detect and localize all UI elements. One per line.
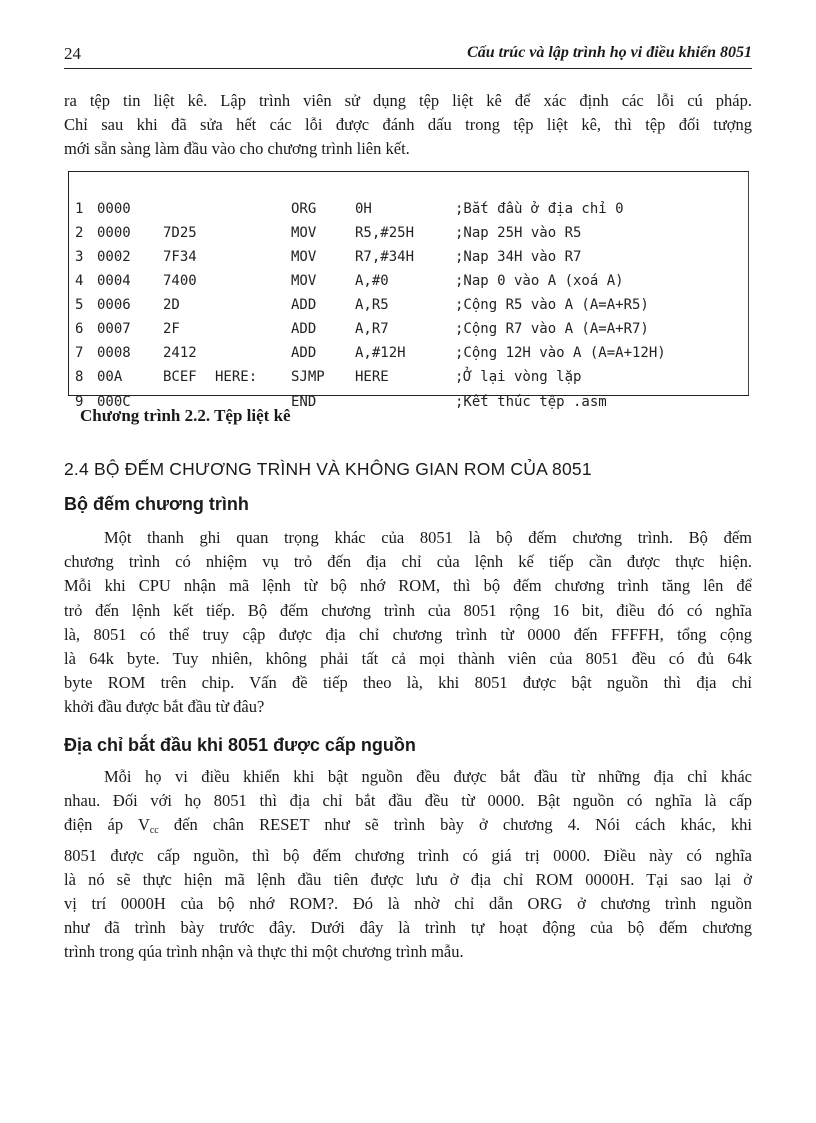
address: 000C: [97, 394, 131, 410]
machine-code: 7400: [163, 273, 197, 289]
address: 0000: [97, 201, 131, 217]
line-number: 4: [75, 273, 84, 289]
page-header: [64, 44, 752, 69]
mnemonic: ADD: [291, 345, 317, 361]
text-line: trình trong qúa trình nhận và thực thi một chương trình mẫu.: [64, 942, 464, 962]
running-title: Cấu trúc và lập trình họ vi điều khiển 8051: [467, 44, 752, 61]
comment: ;Bắt đầu ở địa chỉ 0: [455, 201, 624, 217]
comment: ;Cộng R7 vào A (A=A+R7): [455, 321, 649, 337]
mnemonic: MOV: [291, 225, 317, 241]
line-number: 3: [75, 249, 84, 265]
operand: 0H: [355, 201, 372, 217]
machine-code: 7D25: [163, 225, 197, 241]
text-line: vị trí 0000H của bộ nhớ ROM?. Đó là nhờ chỉ dẫn ORG ở chương trình nguồn: [64, 894, 752, 914]
text-line: chương trình có nhiệm vụ trỏ đến địa chỉ của lệnh kế tiếp cần được thực hiện.: [64, 552, 752, 572]
text-line: là, 8051 có thể truy cập được địa chỉ chương trình từ 0000 đến FFFFH, tổng cộng: [64, 624, 752, 644]
mnemonic: ADD: [291, 321, 317, 337]
address: 0004: [97, 273, 131, 289]
comment: ;Ở lại vòng lặp: [455, 369, 582, 385]
vcc-text-rest: đến chân RESET như sẽ trình bày ở chương 4. Nói cách khác, khi: [158, 815, 752, 835]
line-number: 5: [75, 297, 84, 313]
text-line: 8051 được cấp nguồn, thì bộ đếm chương trình có giá trị 0000. Điều này có nghĩa: [64, 845, 752, 865]
intro-paragraph: [64, 89, 752, 162]
power-on-paragraph: [64, 765, 752, 965]
operand: R5,#25H: [355, 225, 415, 241]
line-number: 2: [75, 225, 84, 241]
text-line: Mỗi khi CPU nhận mã lệnh từ bộ nhớ ROM, thì bộ đếm chương trình tăng lên để: [64, 576, 752, 596]
machine-code: BCEF: [163, 369, 197, 385]
operand: A,#12H: [355, 345, 406, 361]
subheading-power-on-address: Địa chỉ bắt đầu khi 8051 được cấp nguồn: [64, 735, 416, 755]
address: 0002: [97, 249, 131, 265]
code-listing: [68, 171, 749, 410]
operand: A,R7: [355, 321, 389, 337]
line-number: 1: [75, 201, 84, 217]
vcc-text: điện áp V: [64, 815, 150, 835]
text-line: trỏ đến lệnh kết tiếp. Bộ đếm chương trình của 8051 rộng 16 bit, điều đó có nghĩa: [64, 600, 752, 620]
label: HERE:: [215, 369, 258, 385]
machine-code: 2412: [163, 345, 197, 361]
machine-code: 2D: [163, 297, 180, 313]
comment: ;Nap 34H vào R7: [455, 249, 582, 265]
mnemonic: ADD: [291, 297, 317, 313]
mnemonic: MOV: [291, 273, 317, 289]
address: 00A: [97, 369, 123, 385]
vcc-subscript: cc: [149, 825, 159, 837]
address: 0007: [97, 321, 131, 337]
line-number: 7: [75, 345, 84, 361]
text-line: mới sẵn sàng làm đầu vào cho chương trình liên kết.: [64, 139, 410, 159]
comment: ;Nap 25H vào R5: [455, 225, 582, 241]
operand: A,#0: [355, 273, 389, 289]
page-number: 24: [64, 44, 81, 63]
line-number: 6: [75, 321, 84, 337]
address: 0000: [97, 225, 131, 241]
mnemonic: END: [291, 394, 317, 410]
mnemonic: MOV: [291, 249, 317, 265]
text-line: là nó sẽ thực hiện mã lệnh đầu tiên được lưu ở địa chỉ ROM 0000H. Tại sao lại ở: [64, 869, 752, 889]
program-counter-paragraph: [64, 526, 752, 720]
comment: ;Nap 0 vào A (xoá A): [455, 273, 624, 289]
line-number: 8: [75, 369, 84, 385]
comment: ;Kết thúc tệp .asm: [455, 394, 607, 410]
mnemonic: ORG: [291, 201, 317, 217]
machine-code: 2F: [163, 321, 180, 337]
listing-row: [75, 173, 624, 217]
comment: ;Cộng 12H vào A (A=A+12H): [455, 345, 666, 361]
text-line: ra tệp tin liệt kê. Lập trình viên sử dụng tệp liệt kê để xác định các lỗi cú pháp.: [64, 91, 752, 110]
mnemonic: SJMP: [291, 369, 325, 385]
machine-code: 7F34: [163, 249, 197, 265]
text-line-vcc: [64, 813, 752, 843]
section-heading: 2.4 BỘ ĐẾM CHƯƠNG TRÌNH VÀ KHÔNG GIAN ROM CỦA 8051: [64, 459, 592, 479]
listing-frame: [69, 172, 749, 410]
listing-caption: Chương trình 2.2. Tệp liệt kê: [80, 406, 291, 425]
text-line: Chỉ sau khi đã sửa hết các lỗi được đánh dấu trong tệp liệt kê, thì tệp đối tượng: [64, 115, 752, 135]
comment: ;Cộng R5 vào A (A=A+R5): [455, 297, 649, 313]
text-line: như đã trình bày trước đây. Dưới đây là trình tự hoạt động của bộ đếm chương: [64, 918, 752, 938]
address: 0008: [97, 345, 131, 361]
operand: A,R5: [355, 297, 389, 313]
address: 0006: [97, 297, 131, 313]
operand: HERE: [355, 369, 389, 385]
operand: R7,#34H: [355, 249, 415, 265]
text-line: byte ROM trên chip. Vấn đề tiếp theo là, khi 8051 được bật nguồn thì địa chỉ: [64, 673, 752, 693]
text-line: khởi đầu được bắt đầu từ đâu?: [64, 697, 265, 717]
text-line: Mỗi họ vi điều khiển khi bật nguồn đều được bắt đầu từ những địa chỉ khác: [104, 767, 752, 786]
text-line: Một thanh ghi quan trọng khác của 8051 là bộ đếm chương trình. Bộ đếm: [104, 528, 752, 547]
text-line: nhau. Đối với họ 8051 thì địa chỉ bắt đầu đều từ 0000. Bật nguồn có nghĩa là cấp: [64, 791, 752, 811]
line-number: 9: [75, 394, 84, 410]
text-line: là 64k byte. Tuy nhiên, không phải tất cả mọi thành viên của 8051 đều có đủ 64k: [64, 649, 752, 669]
subheading-program-counter: Bộ đếm chương trình: [64, 494, 249, 514]
